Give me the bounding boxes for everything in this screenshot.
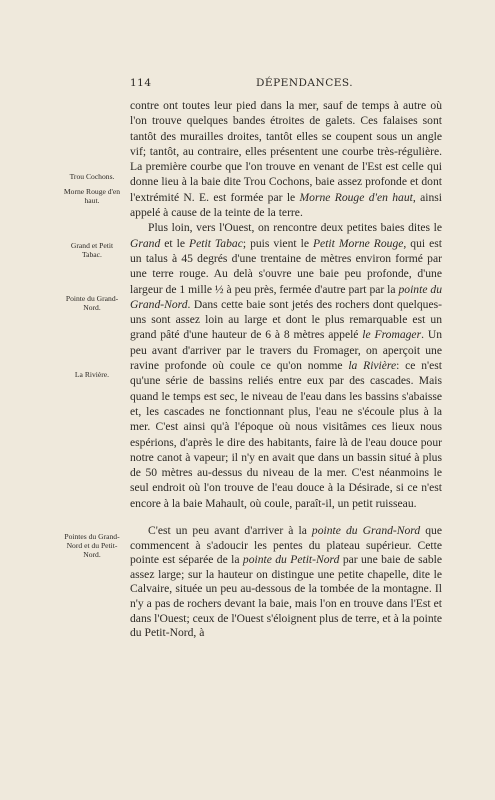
italic-text: Petit Tabac — [189, 236, 243, 250]
paragraph — [130, 98, 442, 220]
italic-text: pointe du Petit-Nord — [242, 553, 340, 567]
text-run: contre ont toutes leur pied dans la mer, sauf de temps à autre où l'on trouve quelques bandes étroites de galets. Ces falaises sont tantôt des murailles droites, tantôt elles se coupent sous un angle vif; tantôt, au contraire, elles présentent une courbe très-régulière. La première courbe que l'on trouve en venant de l'Est est celle qui donne lieu à la baie dite Trou Cochons, baie assez profonde et dont l'extrémité N. E. est formée par le — [130, 99, 442, 204]
text-run: Plus loin, vers l'Ouest, on rencontre deux petites baies dites le — [148, 221, 442, 235]
text-run: ; puis vient le — [242, 236, 313, 250]
italic-text: la Rivière — [348, 359, 397, 373]
text-run: C'est un peu avant d'arriver à la — [148, 524, 312, 538]
page-header — [130, 77, 442, 93]
margin-note: Pointe du Grand-Nord. — [65, 294, 119, 312]
text-run: que commencent à s'adoucir les pentes du plateau supérieur. Cette pointe est séparée de la — [130, 524, 442, 567]
italic-text: Morne Rouge d'en haut — [299, 190, 413, 204]
italic-text: Grand — [130, 236, 161, 250]
text-run: : ce n'est qu'une série de bassins reliés entre eux par des cascades. Mais quand le temps est sec, le niveau de l'eau dans les bassins s'abaisse et, les cascades ne fonctionnant plus, l'eau ne s'écoule plus à la mer. C'est ainsi qu'à l'époque où nous visitâmes ces lieux nous espérions, d'après le dire des habitants, faire là de l'eau douce pour notre canot à vapeur; il n'y en avait que dans un bassin situé à plus de 50 mètres au-dessus du niveau de la mer. C'est néanmoins le seul endroit où l'on trouve de l'eau douce à la Désirade, si ce n'est encore à la baie Mahault, où coule, paraît-il, un petit ruisseau. — [130, 359, 442, 510]
italic-text: le Fromager — [362, 328, 422, 342]
running-title: DÉPENDANCES. — [256, 77, 354, 89]
text-run: . Dans cette baie sont jetés des rochers dont quelques-uns sont assez loin au large et dont le plus remarquable est un grand pâté d'une hauteur de 6 à 8 mètres appelé — [130, 297, 442, 342]
text-run: et le — [160, 236, 190, 250]
italic-text: pointe du Grand-Nord — [130, 282, 442, 311]
margin-note: Morne Rouge d'en haut. — [63, 187, 121, 205]
text-run: , ainsi appelé à cause de la teinte de la terre. — [130, 190, 442, 220]
margin-note: Grand et Petit Tabac. — [70, 241, 114, 259]
text-run: , qui est un talus à 45 degrés d'une trentaine de mètres environ formé par une terre rouge. Au delà s'ouvre une baie peu profonde, d'une largeur de 1 mille ½ à peu près, fermée d'autre part par la — [130, 236, 443, 296]
margin-note: La Rivière. — [74, 370, 110, 379]
italic-text: pointe du Grand-Nord — [311, 524, 421, 538]
paragraph — [130, 524, 442, 641]
margin-note: Trou Cochons. — [69, 172, 115, 181]
body-text — [130, 98, 442, 641]
text-run: par une baie de sable assez large; sur la hauteur on distingue une petite chapelle, dite le Calvaire, située un peu au-dessous de la tombée de la montagne. Il n'y a pas de rochers devant la baie, mais l'on en trouve dans l'Est et dans l'Ouest; ceux de l'Ouest s'éloignent plus de terre, et à la pointe du Petit-Nord, à — [130, 553, 443, 640]
italic-text: Petit Morne Rouge — [312, 236, 404, 250]
margin-note: Pointes du Grand-Nord et du Petit-Nord. — [64, 532, 120, 559]
paragraph — [130, 220, 442, 511]
text-run: . Un peu avant d'arriver par le travers du Fromager, on aperçoit une ravine profonde où coule ce qu'on nomme — [130, 328, 442, 373]
page-number: 114 — [130, 77, 152, 89]
